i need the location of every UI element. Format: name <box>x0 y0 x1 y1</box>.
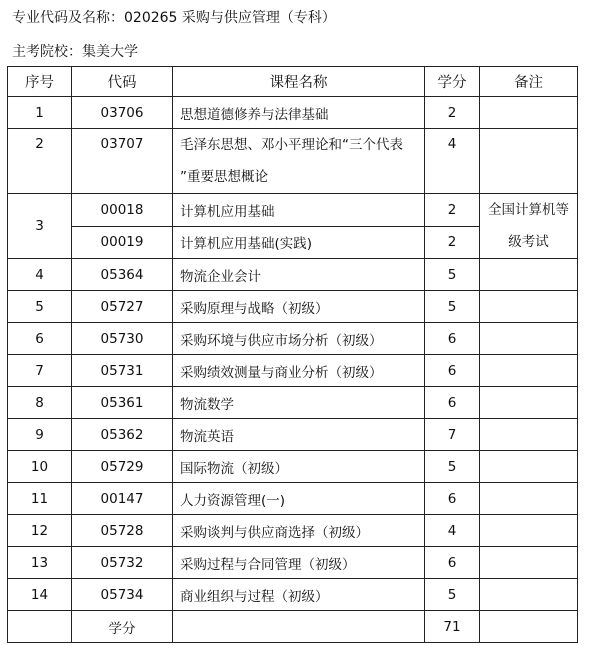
major-title: 专业代码及名称：020265 采购与供应管理（专科） <box>12 10 336 26</box>
cell-no: 6 <box>8 323 72 355</box>
cell-code: 05730 <box>72 323 173 355</box>
col-header-code: 代码 <box>72 67 173 97</box>
cell-code: 03706 <box>72 97 173 129</box>
cell-code: 00019 <box>72 226 173 259</box>
table-row <box>8 515 578 547</box>
cell-note <box>480 129 578 194</box>
table-row <box>8 259 578 291</box>
cell-note: 全国计算机等级考试 <box>480 194 578 259</box>
cell-name: 采购谈判与供应商选择（初级） <box>173 515 425 547</box>
cell-no: 4 <box>8 259 72 291</box>
cell-no: 10 <box>8 451 72 483</box>
cell-name: 采购过程与合同管理（初级） <box>173 547 425 579</box>
cell-no: 11 <box>8 483 72 515</box>
table-row <box>8 387 578 419</box>
cell-name: 毛泽东思想、邓小平理论和“三个代表 ”重要思想概论 <box>173 129 425 194</box>
table-row <box>8 291 578 323</box>
cell-no: 1 <box>8 97 72 129</box>
total-label: 学分 <box>72 611 173 643</box>
cell-name: 思想道德修养与法律基础 <box>173 97 425 129</box>
cell-note <box>480 451 578 483</box>
total-note-empty <box>480 611 578 643</box>
cell-note <box>480 547 578 579</box>
cell-credit: 6 <box>425 483 480 515</box>
total-row <box>8 611 578 643</box>
cell-note <box>480 515 578 547</box>
total-empty-cell <box>8 611 72 643</box>
cell-name: 人力资源管理(一) <box>173 483 425 515</box>
cell-code: 05727 <box>72 291 173 323</box>
cell-credit: 5 <box>425 451 480 483</box>
cell-credit: 5 <box>425 579 480 611</box>
cell-no: 12 <box>8 515 72 547</box>
cell-note <box>480 259 578 291</box>
cell-code: 00018 <box>72 194 173 227</box>
cell-note <box>480 387 578 419</box>
cell-note <box>480 355 578 387</box>
cell-credit: 7 <box>425 419 480 451</box>
col-header-no: 序号 <box>8 67 72 97</box>
cell-name: 商业组织与过程（初级） <box>173 579 425 611</box>
school-title: 主考院校：集美大学 <box>12 44 138 60</box>
table-row <box>8 547 578 579</box>
table-row <box>8 355 578 387</box>
cell-credit: 6 <box>425 547 480 579</box>
cell-note <box>480 419 578 451</box>
cell-name: 计算机应用基础 <box>173 194 425 227</box>
cell-code: 05732 <box>72 547 173 579</box>
cell-credit: 2 <box>425 97 480 129</box>
cell-note <box>480 97 578 129</box>
cell-name: 国际物流（初级） <box>173 451 425 483</box>
cell-no: 7 <box>8 355 72 387</box>
cell-code: 05729 <box>72 451 173 483</box>
cell-code: 05728 <box>72 515 173 547</box>
cell-credit: 5 <box>425 259 480 291</box>
col-header-credit: 学分 <box>425 67 480 97</box>
cell-code: 03707 <box>72 129 173 194</box>
cell-name: 物流企业会计 <box>173 259 425 291</box>
cell-no: 14 <box>8 579 72 611</box>
cell-note <box>480 323 578 355</box>
total-name-empty <box>173 611 425 643</box>
cell-note <box>480 291 578 323</box>
cell-credit: 6 <box>425 387 480 419</box>
table-row <box>8 451 578 483</box>
cell-no: 3 <box>8 194 72 259</box>
cell-name: 计算机应用基础(实践) <box>173 226 425 259</box>
cell-note <box>480 483 578 515</box>
cell-code: 05364 <box>72 259 173 291</box>
cell-no: 8 <box>8 387 72 419</box>
table-row <box>8 483 578 515</box>
col-header-name: 课程名称 <box>173 67 425 97</box>
cell-name: 采购环境与供应市场分析（初级） <box>173 323 425 355</box>
table-row <box>8 323 578 355</box>
cell-credit: 2 <box>425 226 480 259</box>
cell-note <box>480 579 578 611</box>
cell-credit: 6 <box>425 323 480 355</box>
cell-name: 物流英语 <box>173 419 425 451</box>
cell-no: 2 <box>8 129 72 194</box>
cell-name: 采购绩效测量与商业分析（初级） <box>173 355 425 387</box>
table-row <box>8 97 578 129</box>
cell-no: 5 <box>8 291 72 323</box>
cell-credit: 4 <box>425 129 480 194</box>
col-header-note: 备注 <box>480 67 578 97</box>
cell-no: 9 <box>8 419 72 451</box>
table-row <box>8 579 578 611</box>
cell-credit: 2 <box>425 194 480 227</box>
cell-code: 05362 <box>72 419 173 451</box>
course-table <box>7 66 578 643</box>
cell-code: 00147 <box>72 483 173 515</box>
cell-credit: 4 <box>425 515 480 547</box>
cell-no: 13 <box>8 547 72 579</box>
total-credit: 71 <box>425 611 480 643</box>
table-row <box>8 419 578 451</box>
cell-credit: 6 <box>425 355 480 387</box>
cell-name: 物流数学 <box>173 387 425 419</box>
cell-credit: 5 <box>425 291 480 323</box>
cell-code: 05361 <box>72 387 173 419</box>
table-row <box>8 194 578 227</box>
cell-code: 05734 <box>72 579 173 611</box>
table-header-row <box>8 67 578 97</box>
cell-name: 采购原理与战略（初级） <box>173 291 425 323</box>
table-row <box>8 129 578 194</box>
cell-code: 05731 <box>72 355 173 387</box>
